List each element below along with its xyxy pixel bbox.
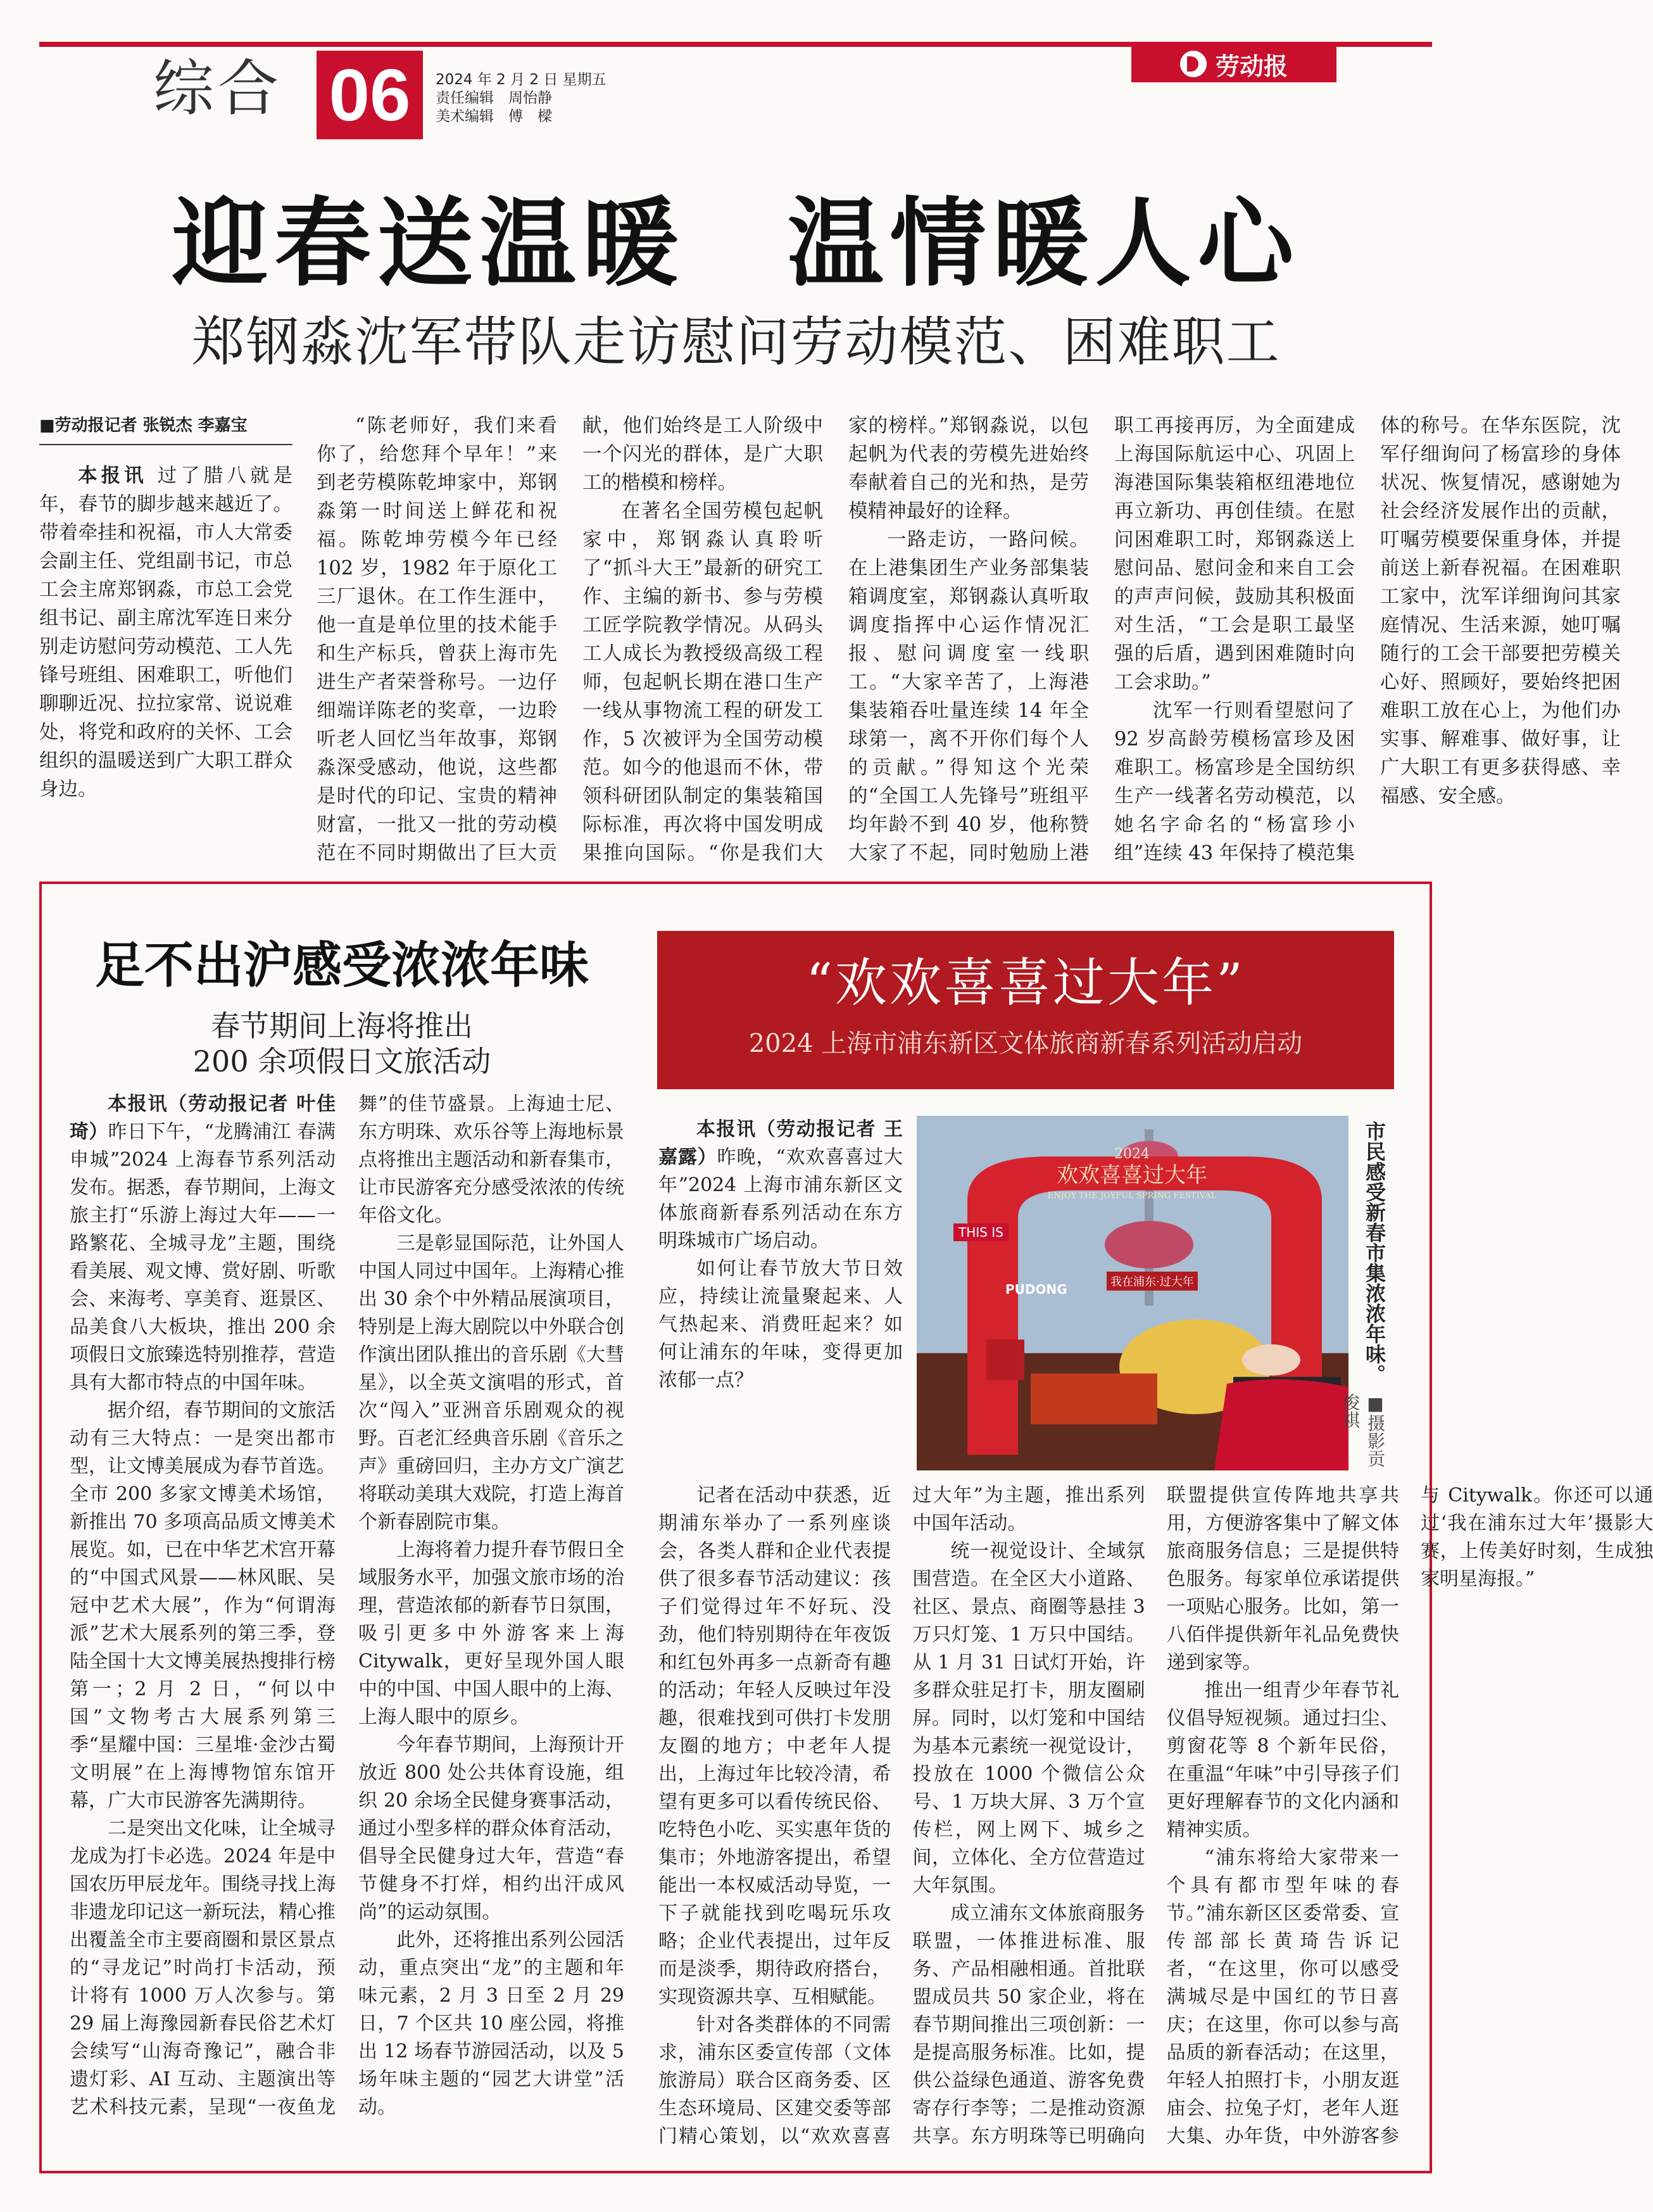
article3-subheadline: 2024 上海市浦东新区文体旅商新春系列活动启动	[748, 1029, 1303, 1059]
article3-paragraph: “浦东将给大家带来一个具有都市型年味的春节。”浦东新区区委常委、宣传部部长黄琦告诉记者，“在这里，你可以感受满城尽是中国红的节日喜庆；在这里，你可以参与高品质的新春活动；在这里，年轻人拍照打卡，小朋友逛庙会、拉兔子灯，老年人逛大集、办年货，中外游客参与 Citywalk。你还可以通过‘我在浦东过大年’摄影大赛，上传美好时刻，生成独家明星海报。”	[1166, 1484, 1653, 2147]
article3-paragraph: 针对各类群体的不同需求，浦东区委宣传部（文体旅游局）联合区商务委、区生态环境局、区建交委等部门精心策划，以“欢欢喜喜过大年”为主题，推出系列中国年活动。	[658, 1484, 1145, 2147]
article2-paragraph: 三是彰显国际范，让外国人中国人同过中国年。上海精心推出 30 余个中外精品展演项目，特别是上海大剧院以中外联合创作演出团队推出的音乐剧《大彗星》，以全英文演唱的形式，首次“闯入”亚洲音乐剧观众的视野。百老汇经典音乐剧《音乐之声》重磅回归，主办方文广演艺将联动美琪大戏院，打造上海首个新春剧院市集。	[358, 1232, 624, 1533]
article3-paragraph: 推出一组青少年春节礼仪倡导短视频。通过扫尘、剪窗花等 8 个新年民俗，在重温“年味”中引导孩子们更好理解春节的文化内涵和精神实质。	[1166, 1679, 1399, 1841]
photo-sign-badge: 我在浦东·过大年	[1107, 1272, 1198, 1291]
article1-paragraph: 一路走访，一路问候。在上港集团生产业务部集装箱调度室，郑钢淼认真听取调度指挥中心运作情况汇报、慰问调度室一线职工。“大家辛苦了，上海港集装箱吞吐量连续 14 年全球第一，离不开你们每个人的贡献。”得知这个光荣的“全国工人先锋号”班组平均年龄不到 40 岁，他称赞大家了不起，同时勉励上港职工再接再厉，为全面建成上海国际航运中心、巩固上海港国际集装箱枢纽港地位再立新功、再创佳绩。在慰问困难职工时，郑钢淼送上慰问品、慰问金和来自工会的声声问候，鼓励其积极面对生活，“工会是职工最坚强的后盾，遇到困难随时向工会求助。”	[848, 415, 1355, 864]
article3-paragraph: 昨晚，“欢欢喜喜过大年”2024 上海市浦东新区文体旅商新春系列活动在东方明珠城市广场启动。	[658, 1146, 903, 1252]
article3-lead: 本报讯（劳动报记者 王嘉露）	[658, 1118, 903, 1168]
festival-photo	[917, 1116, 1348, 1470]
article3-body-columns	[658, 1482, 1653, 2163]
photo-sign-title: 欢欢喜喜过大年	[1057, 1163, 1207, 1188]
article2-paragraph: 上海将着力提升春节假日全域服务水平，加强文旅市场的治理，营造浓郁的新春节日氛围，吸引更多中外游客来上海 Citywalk，更好呈现外国人眼中的中国、中国人眼中的上海、上海人眼中的原乡。	[358, 1539, 624, 1728]
article2-paragraph: 据介绍，春节期间的文旅活动有三大特点：一是突出都市型，让文博美展成为春节首选。全市 200 多家文博美术场馆，新推出 70 多项高品质文博美术展览。如，已在中华艺术宫开幕的“中国式风景——林风眠、吴冠中艺术大展”，作为“何谓海派”艺术大展系列的第三季，登陆全国十大文博美展热搜排行榜第一；2 月 2 日，“何以中国”文物考古大展系列第三季“星耀中国：三星堆·金沙古蜀文明展”在上海博物馆东馆开幕，广大市民游客先满期待。	[70, 1400, 336, 1812]
photo-credit-name: 贡俊祺	[1340, 1393, 1386, 1467]
photo-caption: 市民感受新春市集浓浓年味。	[1362, 1121, 1386, 1384]
article1-col-1	[39, 412, 292, 855]
article1-paragraph: 过了腊八就是年，春节的脚步越来越近了。带着牵挂和祝福，市人大常委会副主任、党组副书记，市总工会主席郑钢淼，市总工会党组书记、副主席沈军连日来分别走访慰问劳动模范、工人先锋号班组、困难职工，听他们聊聊近况、拉拉家常、说说难处，将党和政府的关怀、工会组织的温暖送到广大职工群众身边。	[39, 465, 293, 800]
article1-lead: 本报讯	[78, 465, 148, 487]
page-meta	[436, 71, 607, 126]
photo-sign-this-is: THIS IS	[953, 1223, 1009, 1241]
article2-lead: 本报讯（劳动报记者 叶佳琦）	[70, 1093, 336, 1143]
article3-paragraph: 成立浦东文体旅商服务联盟，一体推进标准、服务、产品相融相通。首批联盟成员共 50 家企业，将在春节期间推出三项创新：一是提高服务标准。比如，提供公益绿色通道、游客免费寄存行李等；二是推动资源共享。东方明珠等已明确向联盟提供宣传阵地共享共用，方便游客集中了解文体旅商服务信息；三是提供特色服务。每家单位承诺提供一项贴心服务。比如，第一八佰伴提供新年礼品免费快递到家等。	[912, 1484, 1399, 2147]
article1-subheadline: 郑钢淼沈军带队走访慰问劳动模范、困难职工	[191, 311, 1281, 373]
responsible-editor: 责任编辑 周怡静	[436, 90, 552, 106]
page-number: 06	[317, 51, 423, 139]
photo-sign-english: ENJOY THE JOYFUL SPRING FESTIVAL	[1047, 1191, 1217, 1201]
article3-paragraph: 统一视觉设计、全域氛围营造。在全区大小道路、社区、景点、商圈等悬挂 3 万只灯笼、1 万只中国结。从 1 月 31 日试灯开始，许多群众驻足打卡，朋友圈刷屏。同时，以灯笼和中国结为基本元素统一视觉设计，投放在 1000 个微信公众号、1 万块大屏、3 万个宣传栏，网上网下、城乡之间，立体化、全方位营造过大年氛围。	[912, 1540, 1145, 1897]
logo-mark-icon	[1180, 51, 1207, 77]
article2-paragraph: 今年春节期间，上海预计开放近 800 处公共体育设施，组织 20 余场全民健身赛事活动，通过小型多样的群众体育活动，倡导全民健身过大年，营造“春节健身不打烊，相约出汗成风尚”的运动氛围。	[358, 1734, 624, 1923]
article1-paragraph: 在著名全国劳模包起帆家中，郑钢淼认真聆听了“抓斗大王”最新的研究工作、主编的新书、参与劳模工匠学院教学情况。从码头工人成长为教授级高级工程师，包起帆长期在港口生产一线从事物流工程的研发工作，5 次被评为全国劳动模范。如今的他退而不休，带领科研团队制定的集装箱国际标准，再次将中国发明成果推向国际。“你是我们大家的榜样。”郑钢淼说，以包起帆为代表的劳模先进始终奉献着自己的光和热，是劳模精神最好的诠释。	[582, 415, 1089, 864]
article2-subheadline	[57, 1008, 627, 1079]
newspaper-logo	[1131, 46, 1336, 82]
article2-subheadline-line2: 200 余项假日文旅活动	[192, 1044, 491, 1078]
article1-body-columns	[317, 412, 1621, 874]
art-editor: 美术编辑 傅 樑	[436, 108, 552, 125]
article2-body-columns	[70, 1090, 624, 2161]
article1-paragraph: 沈军一行则看望慰问了 92 岁高龄劳模杨富珍及困难职工。杨富珍是全国纺织生产一线著名劳动模范，以她名字命名的“杨富珍小组”连续 43 年保持了模范集体的称号。在华东医院，沈军仔细询问了杨富珍的身体状况、恢复情况，感谢她为社会经济发展作出的贡献，叮嘱劳模要保重身体，并提前送上新春祝福。在困难职工家中，沈军详细询问其家庭情况、生活来源，她叮嘱随行的工会干部要把劳模关心好、照顾好，要始终把困难职工放在心上，为他们办实事、解难事、做好事，让广大职工有更多获得感、幸福感、安全感。	[1114, 415, 1621, 864]
article3-paragraph: 记者在活动中获悉，近期浦东举办了一系列座谈会，各类人群和企业代表提供了很多春节活动建议：孩子们觉得过年不好玩、没劲，他们特别期待在年夜饭和红包外再多一点新奇有趣的活动；年轻人反映过年没趣，很难找到可供打卡发朋友圈的地方；中老年人提出，上海过年比较冷清，希望有更多可以看传统民俗、吃特色小吃、买实惠年货的集市；外地游客提出，希望能出一本权威活动导览，一下子就能找到吃喝玩乐攻略；企业代表提出，过年反而是淡季，期待政府搭台，实现资源共享、互相赋能。	[658, 1484, 891, 2008]
newspaper-name: 劳动报	[1215, 51, 1288, 80]
issue-date: 2024 年 2 月 2 日 星期五	[436, 72, 607, 88]
photo-sign-pudong: PUDONG	[1005, 1282, 1067, 1297]
article2-headline: 足不出沪感受浓浓年味	[94, 937, 589, 994]
article2-paragraph: 昨日下午，“龙腾浦江 春满申城”2024 上海春节系列活动发布。据悉，春节期间，上海文旅主打“乐游上海过大年——一路繁花、全城寻龙”主题，围绕看美展、观文博、赏好剧、听歌会、来海考、享美育、逛景区、品美食八大板块，推出 200 余项假日文旅臻选特别推荐，营造具有大都市特点的中国年味。	[70, 1121, 336, 1394]
article3-headline: “欢欢喜喜过大年”	[806, 953, 1245, 1013]
article3-banner	[657, 931, 1394, 1089]
photo-credit-label: ■摄影	[1365, 1393, 1386, 1450]
photo-credit	[1340, 1393, 1388, 1482]
article1-paragraph: “陈老师好，我们来看你了，给您拜个早年！”来到老劳模陈乾坤家中，郑钢淼第一时间送上鲜花和祝福。陈乾坤劳模今年已经 102 岁，1982 年于原化工三厂退休。在工作生涯中，他一直是单位里的技术能手和生产标兵，曾获上海市先进生产者荣誉称号。一边仔细端详陈老的奖章，一边聆听老人回忆当年故事，郑钢淼深受感动，他说，这些都是时代的印记、宝贵的精神财富，一批又一批的劳动模范在不同时期做出了巨大贡献，他们始终是工人阶级中一个闪光的群体，是广大职工的楷模和榜样。	[317, 415, 823, 864]
photo-sign-year: 2024	[1114, 1146, 1150, 1162]
article2-paragraph: 二是突出文化味，让全城寻龙成为打卡必选。2024 年是中国农历甲辰龙年。围绕寻找上海非遗龙印记这一新玩法，精心推出覆盖全市主要商圈和景区景点的“寻龙记”时尚打卡活动，预计将有 1000 万人次参与。第 29 届上海豫园新春民俗艺术灯会续写“山海奇豫记”，融合非遗灯彩、AI 互动、主题演出等艺术科技元素，呈现“一夜鱼龙舞”的佳节盛景。上海迪士尼、东方明珠、欢乐谷等上海地标景点将推出主题活动和新春集市，让市民游客充分感受浓浓的传统年俗文化。	[70, 1093, 624, 2118]
photo-sign	[1043, 1146, 1221, 1204]
article1-byline: ■劳动报记者 张锐杰 李嘉宝	[39, 412, 292, 445]
article1-headline: 迎春送温暖 温情暖人心	[172, 186, 1300, 300]
article2-paragraph: 此外，还将推出系列公园活动，重点突出“龙”的主题和年味元素，2 月 3 日至 2 月 29 日，7 个区共 10 座公园，将推出 12 场春节游园活动，以及 5 场年味主题的“园艺大讲堂”活动。	[358, 1929, 624, 2118]
section-name: 综合	[153, 53, 282, 124]
article2-subheadline-line1: 春节期间上海将推出	[211, 1009, 473, 1043]
article3-paragraph: 如何让春节放大节日效应，持续让流量聚起来、人气热起来、消费旺起来？如何让浦东的年味，变得更加浓郁一点？	[658, 1258, 903, 1391]
